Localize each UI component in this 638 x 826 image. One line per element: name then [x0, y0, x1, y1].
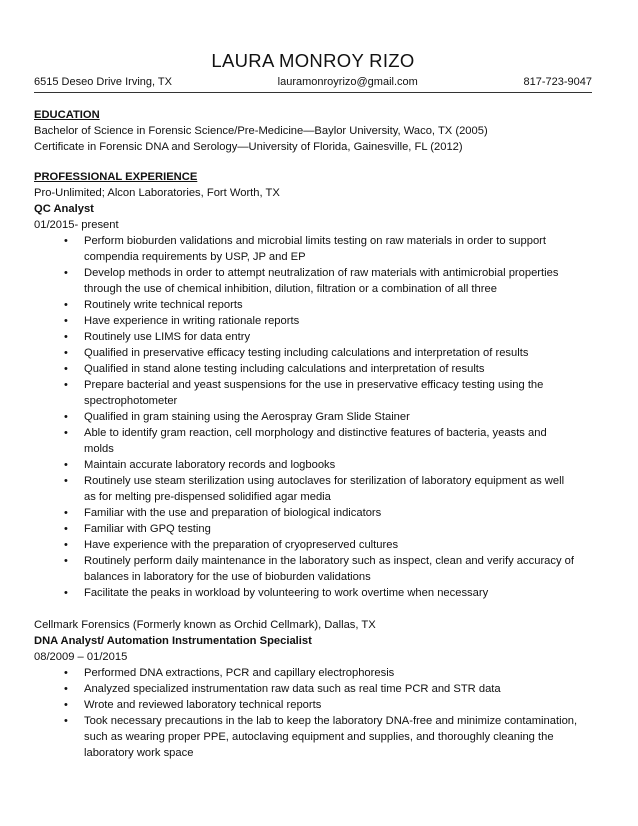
duty-text: Analyzed specialized instrumentation raw data such as real time PCR and STR data — [84, 683, 501, 695]
duty-item — [34, 345, 592, 361]
duty-text: Wrote and reviewed laboratory technical reports — [84, 699, 322, 711]
duty-text: Routinely perform daily maintenance in the laboratory such as inspect, clean and verify accuracy of — [84, 555, 575, 567]
duty-item — [34, 377, 592, 409]
duty-text: Maintain accurate laboratory records and logbooks — [84, 459, 336, 471]
duty-text: through the use of chemical inhibition, dilution, filtration or a combination of all three — [84, 283, 497, 295]
education-entry: Certificate in Forensic DNA and Serology—University of Florida, Gainesville, FL (2012) — [34, 141, 463, 153]
bullet-icon: • — [64, 587, 68, 599]
bullet-icon: • — [64, 427, 68, 439]
duty-text: Develop methods in order to attempt neutralization of raw materials with antimicrobial properties — [84, 267, 559, 279]
duty-text: Have experience with the preparation of cryopreserved cultures — [84, 539, 399, 551]
duty-item — [34, 713, 592, 761]
duty-item — [34, 665, 592, 681]
duty-text: Prepare bacterial and yeast suspensions for the use in preservative efficacy testing using the — [84, 379, 544, 391]
duty-item — [34, 505, 592, 521]
bullet-icon: • — [64, 715, 68, 727]
bullet-icon: • — [64, 331, 68, 343]
duty-text: Routinely write technical reports — [84, 299, 243, 311]
job-duties-list — [34, 233, 592, 601]
job-entry — [34, 185, 592, 601]
bullet-icon: • — [64, 235, 68, 247]
job-role: QC Analyst — [34, 203, 94, 215]
bullet-icon: • — [64, 555, 68, 567]
duty-text: Familiar with the use and preparation of biological indicators — [84, 507, 382, 519]
duty-text: Routinely use steam sterilization using autoclaves for sterilization of laboratory equipment as well — [84, 475, 565, 487]
bullet-icon: • — [64, 363, 68, 375]
duty-text: compendia requirements by USP, JP and EP — [84, 251, 306, 263]
job-spacer — [34, 601, 592, 617]
duty-text: Routinely use LIMS for data entry — [84, 331, 251, 343]
bullet-icon: • — [64, 539, 68, 551]
bullet-icon: • — [64, 299, 68, 311]
duty-item — [34, 297, 592, 313]
duty-text: as for melting pre-dispensed solidified agar media — [84, 491, 331, 503]
duty-text: Able to identify gram reaction, cell morphology and distinctive features of bacteria, yeasts and — [84, 427, 547, 439]
bullet-icon: • — [64, 699, 68, 711]
duty-item — [34, 697, 592, 713]
bullet-icon: • — [64, 475, 68, 487]
email: lauramonroyrizo@gmail.com — [277, 76, 418, 88]
duty-item — [34, 265, 592, 297]
bullet-icon: • — [64, 667, 68, 679]
duty-item — [34, 329, 592, 345]
duty-text: Qualified in stand alone testing including calculations and interpretation of results — [84, 363, 485, 375]
duty-text: laboratory work space — [84, 747, 194, 759]
duty-item — [34, 537, 592, 553]
duty-text: molds — [84, 443, 114, 455]
bullet-icon: • — [64, 411, 68, 423]
duty-item — [34, 425, 592, 457]
duty-item — [34, 457, 592, 473]
duty-text: Facilitate the peaks in workload by volunteering to work overtime when necessary — [84, 587, 489, 599]
phone: 817-723-9047 — [523, 76, 592, 88]
education-list — [34, 123, 592, 155]
duty-text: Have experience in writing rationale reports — [84, 315, 300, 327]
bullet-icon: • — [64, 347, 68, 359]
candidate-name: LAURA MONROY RIZO — [211, 50, 415, 71]
experience-list — [34, 185, 592, 761]
duty-item — [34, 585, 592, 601]
duty-text: Took necessary precautions in the lab to keep the laboratory DNA-free and minimize contamination, — [84, 715, 578, 727]
duty-item — [34, 681, 592, 697]
duty-item — [34, 521, 592, 537]
duty-item — [34, 553, 592, 585]
bullet-icon: • — [64, 267, 68, 279]
job-entry — [34, 617, 592, 761]
education-entry: Bachelor of Science in Forensic Science/Pre-Medicine—Baylor University, Waco, TX (2005) — [34, 125, 488, 137]
duty-text: Qualified in preservative efficacy testing including calculations and interpretation of results — [84, 347, 529, 359]
duty-text: spectrophotometer — [84, 395, 178, 407]
duty-item — [34, 361, 592, 377]
duty-item — [34, 473, 592, 505]
duty-text: Perform bioburden validations and microbial limits testing on raw materials in order to support — [84, 235, 547, 247]
duty-text: Performed DNA extractions, PCR and capillary electrophoresis — [84, 667, 395, 679]
duty-text: Qualified in gram staining using the Aerospray Gram Slide Stainer — [84, 411, 410, 423]
bullet-icon: • — [64, 507, 68, 519]
education-heading: EDUCATION — [34, 109, 100, 121]
bullet-icon: • — [64, 315, 68, 327]
bullet-icon: • — [64, 379, 68, 391]
contact-line — [34, 75, 592, 93]
duty-item — [34, 409, 592, 425]
job-company: Cellmark Forensics (Formerly known as Orchid Cellmark), Dallas, TX — [34, 619, 376, 631]
duty-text: such as wearing proper PPE, autoclaving equipment and supplies, and thoroughly cleaning the — [84, 731, 554, 743]
job-company: Pro-Unlimited; Alcon Laboratories, Fort Worth, TX — [34, 187, 280, 199]
duty-text: balances in laboratory for the use of bioburden validations — [84, 571, 371, 583]
bullet-icon: • — [64, 683, 68, 695]
job-duties-list — [34, 665, 592, 761]
duty-item — [34, 233, 592, 265]
job-dates: 08/2009 – 01/2015 — [34, 651, 128, 663]
experience-heading: PROFESSIONAL EXPERIENCE — [34, 171, 198, 183]
duty-item — [34, 313, 592, 329]
job-dates: 01/2015- present — [34, 219, 119, 231]
job-role: DNA Analyst/ Automation Instrumentation Specialist — [34, 635, 312, 647]
address: 6515 Deseo Drive Irving, TX — [34, 76, 172, 88]
bullet-icon: • — [64, 459, 68, 471]
bullet-icon: • — [64, 523, 68, 535]
duty-text: Familiar with GPQ testing — [84, 523, 211, 535]
